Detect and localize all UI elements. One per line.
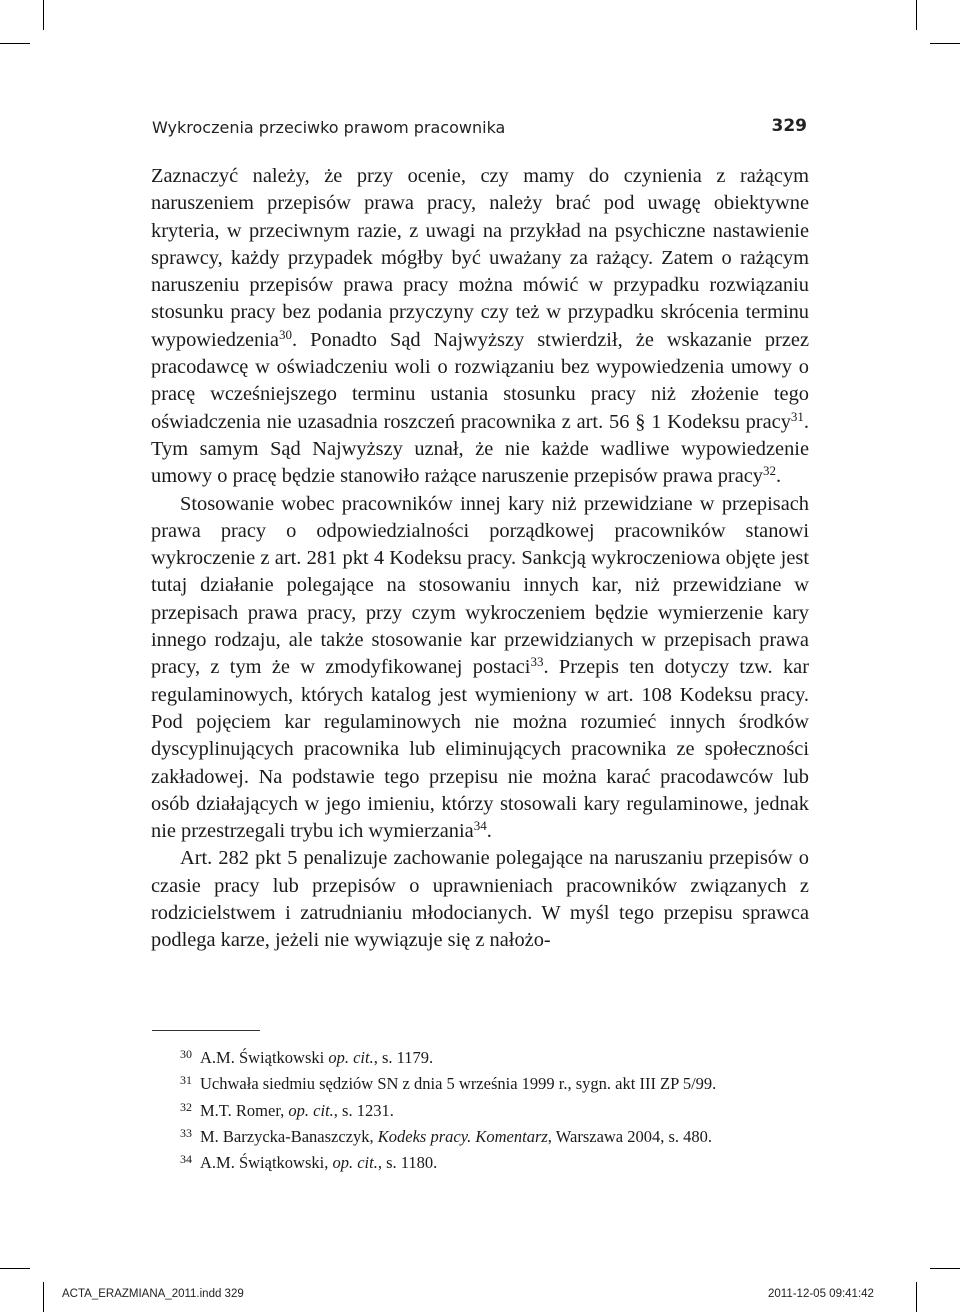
crop-mark — [916, 0, 917, 30]
paragraph-text: . Tym samym Sąd Najwyższy uznał, że nie każde wadliwe wypowiedzenie umowy o pracę będzie stanowiło rażące naruszenie przepisów prawa pracy — [151, 410, 809, 488]
footnote-text: , s. 1180. — [377, 1153, 438, 1173]
running-header-title: Wykroczenia przeciwko prawom pracownika — [152, 118, 506, 137]
footnote-text: A.M. Świątkowski — [200, 1048, 329, 1067]
footnote-text: Uchwała siedmiu sędziów SN z dnia 5 września 1999 r., sygn. akt III ZP 5/99. — [200, 1074, 717, 1094]
body-paragraph — [151, 491, 809, 846]
paragraph-text: Stosowanie wobec pracowników innej kary niż przewidziane w przepisach prawa pracy o odpowiedzialności porządkowej pracowników stanowi wykroczenie z art. 281 pkt 4 Kodeksu pracy. Sankcją wykroczeniowa objęte jest tutaj działanie polegające na stosowaniu innych kar, niż przewidziane w przepisach prawa pracy, przy czym wykroczeniem będzie wymierzenie kary innego rodzaju, ale także stosowanie kar przewidzianych w przepisach prawa pracy, z tym że w zmodyfikowanej postaci — [151, 492, 809, 679]
paragraph-text: . — [486, 820, 492, 843]
footnote-text: M. Barzycka-Banaszczyk, — [200, 1126, 378, 1146]
paragraph-text: . Ponadto Sąd Najwyższy stwierdził, że wskazanie przez pracodawcę w oświadczeniu woli o rozwiązaniu bez wypowiedzenia umowy o pracę wcześniejszego terminu ustania stosunku pracy niż złożenie tego oświadczenia nie uzasadnia roszczeń pracownika z art. 56 § 1 Kodeksu pracy — [151, 328, 809, 433]
footnote — [180, 1122, 820, 1148]
footnote-reference[interactable]: 32 — [763, 463, 776, 479]
crop-mark — [916, 1282, 917, 1312]
footnote-number: 31 — [180, 1073, 192, 1088]
body-text — [151, 163, 809, 955]
footnote-text: , Warszawa 2004, s. 480. — [547, 1126, 713, 1146]
paragraph-text: Art. 282 pkt 5 penalizuje zachowanie polegające na naruszaniu przepisów o czasie pracy lub przepisów o uprawnieniach pracowników związanych z rodzicielstwem i zatrudnianiu młodocianych. W myśl tego przepisu sprawca podlega karze, jeżeli nie wywiązuje się z nałożo- — [151, 847, 809, 952]
footnote-reference[interactable]: 31 — [790, 408, 804, 424]
footnote-citation-italic: Kodeks pracy. Komentarz — [377, 1126, 548, 1146]
slug-file: ACTA_ERAZMIANA_2011.indd 329 — [62, 1288, 244, 1300]
body-paragraph — [151, 845, 809, 954]
footnote-reference[interactable]: 34 — [473, 818, 487, 834]
body-paragraph — [151, 163, 809, 491]
crop-mark — [43, 0, 44, 30]
footnote-number: 33 — [180, 1125, 192, 1140]
footnote-citation-italic: op. cit. — [328, 1048, 374, 1067]
footnote-separator — [152, 1030, 260, 1031]
footnote-reference[interactable]: 30 — [278, 326, 292, 342]
footnote-reference[interactable]: 33 — [530, 654, 544, 670]
footnote-text: M.T. Romer, — [200, 1100, 289, 1120]
paragraph-text: . Przepis ten dotyczy tzw. kar regulaminowych, których katalog jest wymieniony w art. 108 Kodeksu pracy. Pod pojęciem kar regulaminowych nie można rozumieć innych środków dyscyplinujących pracownika lub eliminujących pracownika ze społeczności zakładowej. Na podstawie tego przepisu nie można karać pracodawców lub osób działających w jego imieniu, którzy stosowali kary regulaminowe, jednak nie przestrzegali trybu ich wymierzania — [151, 656, 809, 843]
slug-timestamp: 2011-12-05 09:41:42 — [768, 1288, 874, 1300]
page-number: 329 — [771, 116, 807, 136]
footnote — [180, 1069, 820, 1095]
footnote — [180, 1148, 820, 1174]
footnote-number: 32 — [180, 1099, 192, 1114]
footnote-number: 30 — [180, 1047, 192, 1061]
footnote-number: 34 — [180, 1152, 192, 1167]
footnote-citation-italic: op. cit. — [288, 1100, 334, 1120]
crop-mark — [930, 1268, 960, 1269]
crop-mark — [0, 43, 30, 44]
crop-mark — [930, 43, 960, 44]
footnotes — [180, 1043, 820, 1174]
footnote-text: A.M. Świątkowski, — [200, 1153, 333, 1173]
paragraph-text: Zaznaczyć należy, że przy ocenie, czy mamy do czynienia z rażącym naruszeniem przepisów prawa pracy, należy brać pod uwagę obiektywne kryteria, w przeciwnym razie, z uwagi na przykład na psychiczne nastawienie sprawcy, każdy przypadek mógłby być uważany za rażący. Zatem o rażącym naruszeniu przepisów prawa pracy można mówić w przypadku rozwiązaniu stosunku pracy bez podania przyczyny czy też w przypadku skrócenia terminu wypowiedzenia — [151, 165, 809, 351]
running-header — [152, 116, 807, 140]
crop-mark — [0, 1268, 30, 1269]
crop-mark — [43, 1282, 44, 1312]
footnote-citation-italic: op. cit. — [332, 1153, 378, 1173]
footnote-text: , s. 1231. — [333, 1100, 394, 1120]
footnote — [180, 1043, 820, 1069]
paragraph-text: . — [776, 465, 782, 488]
footnote — [180, 1096, 820, 1122]
footnote-text: , s. 1179. — [373, 1048, 434, 1067]
